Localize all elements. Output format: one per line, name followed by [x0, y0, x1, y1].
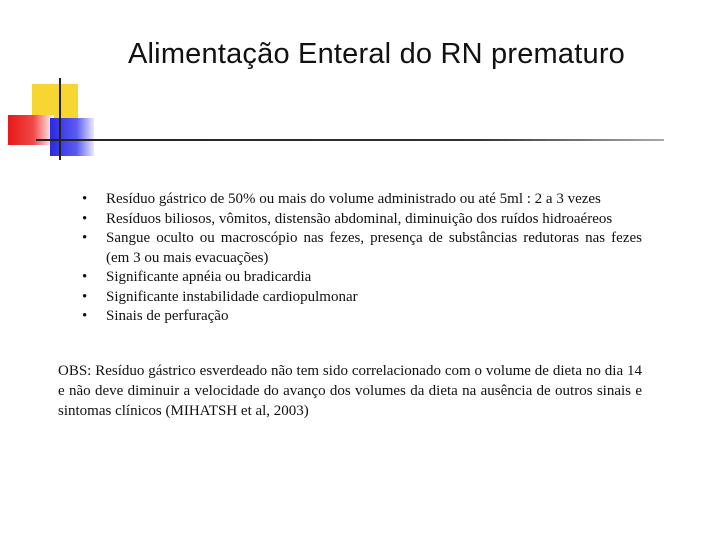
slide-title: Alimentação Enteral do RN prematuro: [128, 38, 626, 70]
bullet-icon: •: [82, 269, 88, 285]
bullet-icon: •: [82, 308, 88, 324]
bullet-icon: •: [82, 230, 88, 246]
list-item-text: Significante apnéia ou bradicardia: [106, 269, 312, 285]
list-item: [82, 307, 642, 327]
bullet-icon: •: [82, 288, 88, 305]
decorative-vertical-line: [59, 78, 61, 160]
list-item: [82, 210, 642, 230]
bullet-icon: •: [82, 191, 88, 207]
list-item-text: Sangue oculto ou macroscópio nas fezes, presença de substâncias redutoras nas fezes (em 3 ou mais evacuações): [106, 230, 642, 266]
slide-content: [58, 190, 642, 436]
list-item-text: Resíduo gástrico de 50% ou mais do volume administrado ou até 5ml : 2 a 3 vezes: [106, 191, 601, 207]
list-item: [82, 190, 642, 210]
decorative-blue-square: [50, 118, 94, 156]
list-item-text: Significante instabilidade cardiopulmonar: [106, 288, 358, 305]
list-item: [82, 268, 642, 288]
list-item-text: Resíduos biliosos, vômitos, distensão abdominal, diminuição dos ruídos hidroaéreos: [106, 210, 613, 227]
criteria-list: [58, 190, 642, 327]
bullet-icon: •: [82, 210, 88, 227]
list-item: [82, 288, 642, 308]
list-item: [82, 229, 642, 268]
list-item-text: Sinais de perfuração: [106, 308, 229, 324]
decorative-horizontal-line: [36, 139, 664, 141]
observation-note: OBS: Resíduo gástrico esverdeado não tem sido correlacionado com o volume de dieta no dia 14 e não deve diminuir a velocidade do avanço dos volumes da dieta na ausência de outros sinais e sintomas clínicos (MIHATSH et al, 2003): [58, 362, 642, 419]
